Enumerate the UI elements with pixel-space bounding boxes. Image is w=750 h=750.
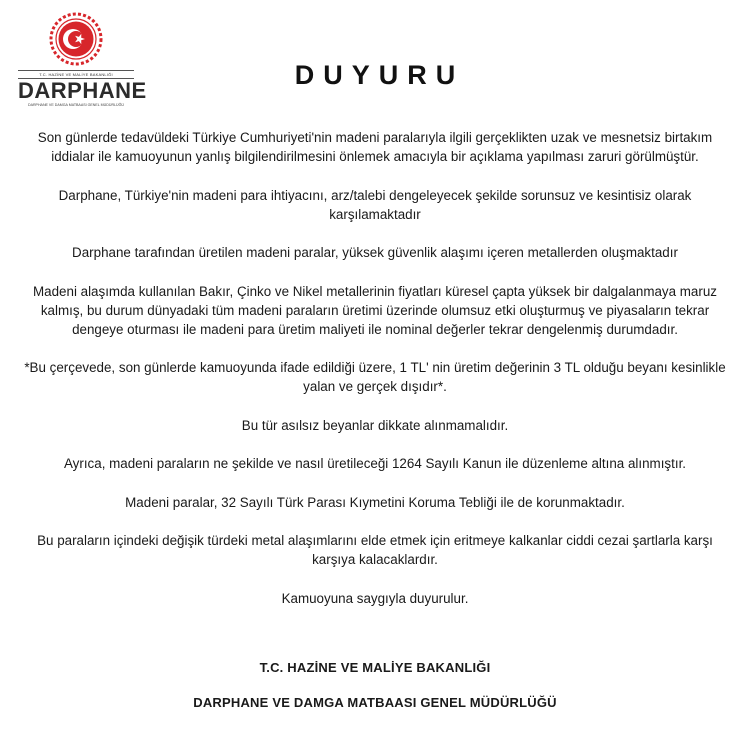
paragraph: Madeni alaşımda kullanılan Bakır, Çinko ve Nikel metallerinin fiyatları küresel çapta yüksek bir dalgalanmaya maruz kalmış, bu durum dünyadaki tüm madeni paraların üretimi üzerinde olumsuz etki oluşturmuş ve piyasaların tekrar dengeye oturması ile madeni para üretim maliyeti ile nominal değerler tekrar dengelenmiş durumdadır. [33,283,717,337]
paragraph: Bu paraların içindeki değişik türdeki metal alaşımlarını elde etmek için eritmeye kalkanlar ciddi cezai şartlarla karşı karşıya kalacaklardır. [37,533,713,567]
paragraph: Kamuoyuna saygıyla duyurulur. [281,590,469,606]
paragraph: Madeni paralar, 32 Sayılı Türk Parası Kıymetini Koruma Tebliği ile de korunmaktadır. [125,494,625,510]
announcement-body [20,128,730,627]
signature-ministry: T.C. HAZİNE VE MALİYE BAKANLIĞI [259,660,491,675]
paragraph: Son günlerde tedavüldeki Türkiye Cumhuriyeti'nin madeni paralarıyla ilgili gerçeklikten uzak ve mesnetsiz birtakım iddialar ile kamuoyunun yanlış bilgilendirilmesini önlemek amacıyla bir açıklama yapılması zaruri görülmüştür. [37,130,713,164]
logo-subtitle: DARPHANE VE DAMGA MATBAASI GENEL MÜDÜRLÜĞÜ [27,103,125,107]
paragraph: Ayrıca, madeni paraların ne şekilde ve nasıl üretileceği 1264 Sayılı Kanun ile düzenleme altına alınmıştır. [63,456,687,471]
paragraph: Darphane tarafından üretilen madeni paralar, yüksek güvenlik alaşımı içeren metallerden oluşmaktadır [72,245,678,260]
crescent-star-seal-icon [49,12,103,66]
paragraph: Bu tür asılsız beyanlar dikkate alınmamalıdır. [241,417,509,433]
paragraph: Darphane, Türkiye'nin madeni para ihtiyacını, arz/talebi dengeleyecek şekilde sorunsuz ve kesintisiz olarak karşılamaktadır [58,187,692,222]
logo-brand-name: DARPHANE [18,78,147,103]
page-title: DUYURU [294,60,465,90]
signature-directorate: DARPHANE VE DAMGA MATBAASI GENEL MÜDÜRLÜĞÜ [193,695,557,710]
paragraph: *Bu çerçevede, son günlerde kamuoyunda ifade edildiği üzere, 1 TL' nin üretim değerinin 3 TL olduğu beyanı kesinlikle yalan ve gerçek dışıdır*. [24,360,726,394]
logo-ministry-text: T.C. HAZİNE VE MALİYE BAKANLIĞI [18,70,134,79]
